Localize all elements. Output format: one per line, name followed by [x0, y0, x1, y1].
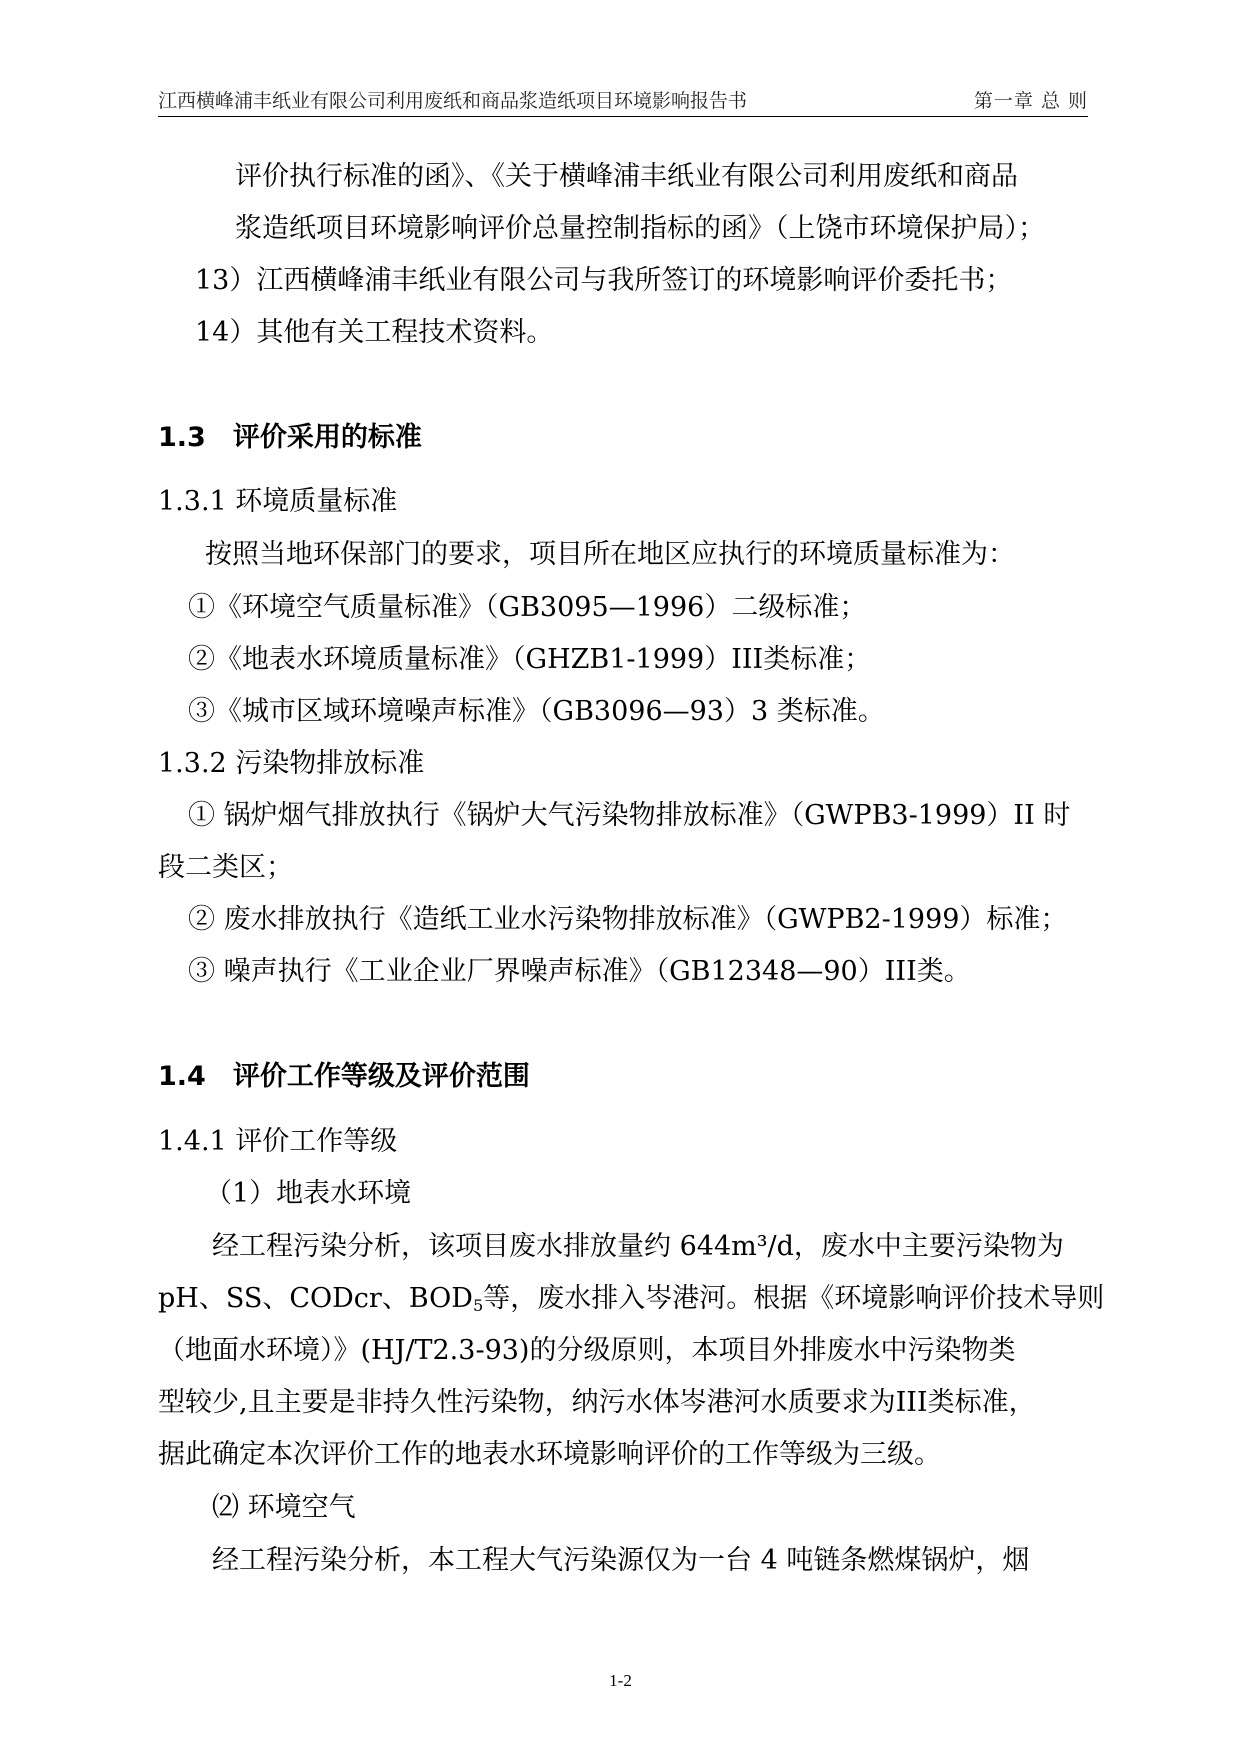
subsection-heading-1-3-1: 1.3.1 环境质量标准 — [158, 486, 398, 517]
standard-item: ③《城市区域环境噪声标准》（GB3096—93）3 类标准。 — [188, 696, 885, 727]
standard-item-cont: 段二类区； — [158, 852, 293, 883]
standard-item: ① 锅炉烟气排放执行《锅炉大气污染物排放标准》（GWPB3-1999）II 时 — [188, 800, 1071, 831]
item-heading: （1）地表水环境 — [205, 1178, 412, 1209]
paragraph-line: 评价执行标准的函》、《关于横峰浦丰纸业有限公司利用废纸和商品 — [235, 161, 1018, 192]
paragraph-line: 据此确定本次评价工作的地表水环境影响评价的工作等级为三级。 — [158, 1439, 941, 1470]
paragraph-line: 按照当地环保部门的要求，项目所在地区应执行的环境质量标准为： — [205, 539, 1015, 570]
header-title: 江西横峰浦丰纸业有限公司利用废纸和商品浆造纸项目环境影响报告书 — [158, 90, 748, 112]
standard-item: ①《环境空气质量标准》（GB3095—1996）二级标准； — [188, 592, 867, 623]
running-header — [158, 86, 1088, 117]
paragraph-line: 浆造纸项目环境影响评价总量控制指标的函》（上饶市环境保护局）； — [235, 213, 1045, 244]
list-item-13: 13）江西横峰浦丰纸业有限公司与我所签订的环境影响评价委托书； — [195, 265, 1013, 296]
subsection-heading-1-4-1: 1.4.1 评价工作等级 — [158, 1126, 398, 1157]
item-heading: ⑵ 环境空气 — [212, 1492, 356, 1523]
standard-item: ③ 噪声执行《工业企业厂界噪声标准》（GB12348—90）III类。 — [188, 956, 971, 987]
page-number: 1-2 — [609, 1671, 632, 1690]
section-heading-1-3: 1.3 评价采用的标准 — [158, 422, 422, 453]
paragraph-line: （地面水环境）》(HJ/T2.3-93)的分级原则，本项目外排废水中污染物类 — [158, 1335, 1016, 1366]
paragraph-line: pH、SS、CODcr、$BOD_5$等，废水排入岑港河。根据《环境影响评价技术导则 — [158, 1283, 1105, 1315]
paragraph-line: 经工程污染分析，该项目废水排放量约 644m³/d，废水中主要污染物为 — [212, 1231, 1064, 1262]
paragraph-line: 经工程污染分析，本工程大气污染源仅为一台 4 吨链条燃煤锅炉，烟 — [212, 1545, 1030, 1576]
section-heading-1-4: 1.4 评价工作等级及评价范围 — [158, 1061, 530, 1092]
standard-item: ② 废水排放执行《造纸工业水污染物排放标准》（GWPB2-1999）标准； — [188, 904, 1068, 935]
standard-item: ②《地表水环境质量标准》（GHZB1-1999）III类标准； — [188, 644, 872, 675]
paragraph-line: 型较少,且主要是非持久性污染物，纳污水体岑港河水质要求为III类标准， — [158, 1387, 1036, 1418]
header-chapter: 第一章 总 则 — [973, 90, 1088, 112]
subsection-heading-1-3-2: 1.3.2 污染物排放标准 — [158, 748, 425, 779]
list-item-14: 14）其他有关工程技术资料。 — [195, 317, 554, 348]
